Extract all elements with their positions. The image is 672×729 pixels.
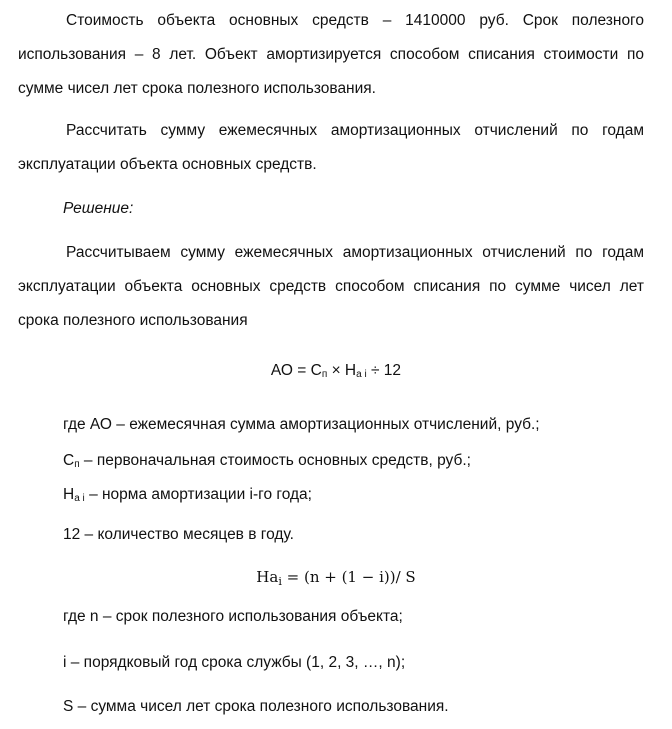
formula-monthly-depreciation [0,354,672,392]
definition-s: S – сумма чисел лет срока полезного использования. [63,698,449,715]
definition-rate: $Н_{а i}$ – норма амортизации i-го года; [63,486,312,504]
problem-paragraph: Стоимость объекта основных средств – 1410000 руб. Срок полезного использования – 8 лет. Объект амортизируется способом списания стоимости по сумме чисел лет срока полезного использования. [18,12,644,97]
definition-initial-cost: $С_п$ – первоначальная стоимость основных средств, руб.; [63,452,471,470]
formula1-sub-rate: а i [356,369,367,380]
formula1-mid: × Н [327,362,357,379]
definition-i: i – порядковый год срока службы (1, 2, 3, …, n); [63,654,406,671]
definition-ao: где АО – ежемесячная сумма амортизационных отчислений, руб.; [63,416,540,433]
formula1-lhs: АО = С [270,362,322,379]
definition-n: где n – срок полезного использования объекта; [63,608,403,625]
task-paragraph: Рассчитать сумму ежемесячных амортизационных отчислений по годам эксплуатации объекта основных средств. [18,122,644,173]
formula1-rhs: ÷ 12 [366,362,402,379]
formula1-sub-initial: п [321,369,328,380]
definition-months: 12 – количество месяцев в году. [63,526,294,543]
solution-paragraph: Рассчитываем сумму ежемесячных амортизационных отчислений по годам эксплуатации объекта основных средств способом списания по сумме чисел лет срока полезного использования [18,244,644,329]
formula-rate: $На_i = (n + (1 - i))/$ S [256,568,416,588]
solution-label: Решение: [63,200,134,217]
